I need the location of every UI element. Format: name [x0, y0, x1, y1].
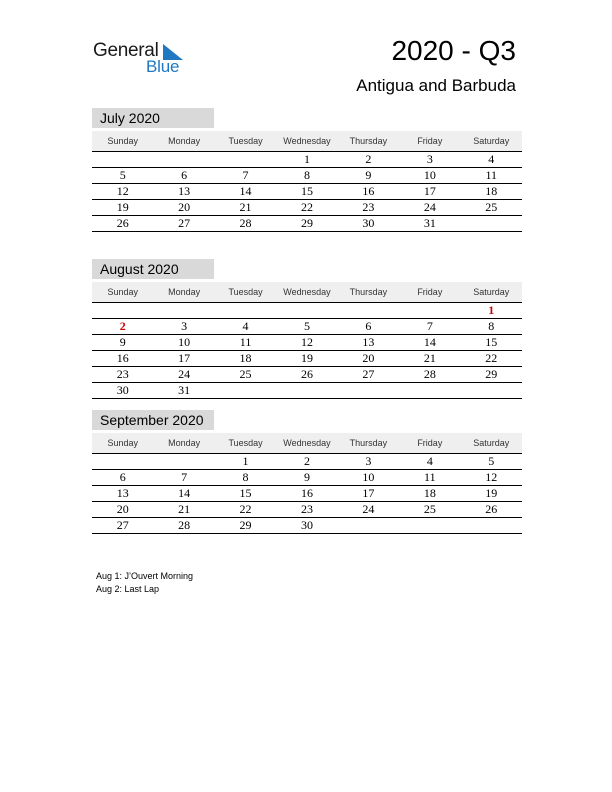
day-cell: 10 — [423, 168, 436, 182]
day-cell: 21 — [178, 502, 191, 516]
day-cell: 18 — [485, 184, 498, 198]
day-cell: 7 — [181, 470, 188, 484]
day-cell: 22 — [300, 200, 313, 214]
weekday-label: Thursday — [349, 287, 388, 297]
day-cell: 28 — [423, 367, 436, 381]
holiday-note: Aug 1: J’Ouvert Morning — [96, 571, 194, 581]
brand-logo — [93, 40, 193, 80]
weekday-label: Wednesday — [283, 136, 331, 146]
day-cell: 27 — [178, 216, 191, 230]
day-cell: 7 — [242, 168, 249, 182]
day-cell: 29 — [239, 518, 252, 532]
day-cell: 9 — [365, 168, 372, 182]
day-cell: 20 — [116, 502, 129, 516]
day-cell: 21 — [423, 351, 436, 365]
day-cell: 12 — [485, 470, 498, 484]
day-cell: 23 — [116, 367, 129, 381]
day-cell: 24 — [362, 502, 375, 516]
holiday-note: Aug 2: Last Lap — [96, 584, 160, 594]
month-july — [92, 108, 522, 232]
day-cell: 11 — [485, 168, 498, 182]
month-title: July 2020 — [92, 108, 214, 128]
day-cell: 31 — [423, 216, 436, 230]
day-cell: 6 — [119, 470, 126, 484]
day-cell: 28 — [239, 216, 252, 230]
day-cell: 24 — [178, 367, 191, 381]
month-september — [92, 410, 522, 534]
week-row — [92, 502, 522, 518]
day-cell: 25 — [239, 367, 252, 381]
day-cell: 30 — [362, 216, 375, 230]
country-name: Antigua and Barbuda — [356, 76, 516, 95]
day-cell — [276, 383, 337, 398]
day-cell: 5 — [303, 319, 310, 333]
week-row — [92, 335, 522, 351]
day-cell: 13 — [362, 335, 375, 349]
day-cell: 16 — [116, 351, 129, 365]
weekday-label: Saturday — [473, 136, 510, 146]
weekday-label: Sunday — [107, 136, 138, 146]
weekday-label: Saturday — [473, 287, 510, 297]
weekday-label: Friday — [417, 438, 443, 448]
day-cell — [215, 383, 276, 398]
day-cell: 17 — [362, 486, 375, 500]
week-row — [92, 470, 522, 486]
day-cell: 2 — [303, 454, 310, 468]
day-cell: 20 — [362, 351, 375, 365]
day-cell: 5 — [488, 454, 495, 468]
day-cell: 12 — [116, 184, 129, 198]
day-cell: 3 — [365, 454, 372, 468]
day-cell — [153, 152, 214, 167]
day-cell — [338, 383, 399, 398]
day-cell: 23 — [362, 200, 375, 214]
day-cell: 7 — [426, 319, 433, 333]
day-cell: 22 — [239, 502, 252, 516]
day-cell: 28 — [178, 518, 191, 532]
weekday-header — [92, 131, 522, 152]
month-august — [92, 259, 522, 399]
week-row — [92, 383, 522, 399]
week-row — [92, 152, 522, 168]
day-cell: 14 — [239, 184, 252, 198]
day-cell: 19 — [116, 200, 129, 214]
weekday-label: Sunday — [107, 287, 138, 297]
day-cell: 15 — [239, 486, 252, 500]
weekday-label: Thursday — [349, 438, 388, 448]
week-row — [92, 367, 522, 383]
day-cell: 11 — [424, 470, 436, 484]
day-cell: 4 — [242, 319, 249, 333]
day-cell: 23 — [300, 502, 313, 516]
day-cell: 26 — [116, 216, 129, 230]
weekday-label: Monday — [168, 287, 201, 297]
day-cell — [92, 454, 153, 469]
day-cell: 1 — [303, 152, 310, 166]
day-cell — [399, 383, 460, 398]
week-row — [92, 319, 522, 335]
day-cell: 14 — [178, 486, 191, 500]
weekday-header — [92, 433, 522, 454]
day-cell: 30 — [300, 518, 313, 532]
logo-word-blue: Blue — [146, 57, 180, 76]
day-cell — [338, 518, 399, 533]
day-cell: 26 — [300, 367, 313, 381]
day-cell: 6 — [365, 319, 372, 333]
day-cell: 4 — [426, 454, 433, 468]
day-cell: 24 — [423, 200, 436, 214]
day-cell: 27 — [362, 367, 375, 381]
day-cell — [215, 303, 276, 318]
weekday-label: Wednesday — [283, 287, 331, 297]
day-cell — [399, 518, 460, 533]
day-cell: 18 — [239, 351, 252, 365]
day-cell: 8 — [488, 319, 495, 333]
day-cell — [153, 454, 214, 469]
day-cell — [92, 152, 153, 167]
day-cell: 10 — [178, 335, 191, 349]
weekday-label: Tuesday — [228, 438, 263, 448]
day-cell: 27 — [116, 518, 129, 532]
week-row — [92, 351, 522, 367]
weekday-header — [92, 282, 522, 303]
weekday-label: Thursday — [349, 136, 388, 146]
week-row — [92, 184, 522, 200]
logo-word-general: General — [93, 40, 159, 61]
day-cell — [461, 383, 522, 398]
day-cell: 8 — [242, 470, 249, 484]
holiday-day-cell: 2 — [119, 319, 126, 333]
day-cell — [338, 303, 399, 318]
day-cell: 16 — [300, 486, 313, 500]
weekday-label: Wednesday — [283, 438, 331, 448]
weekday-label: Monday — [168, 136, 201, 146]
day-cell: 25 — [485, 200, 498, 214]
day-cell: 29 — [485, 367, 498, 381]
day-cell: 19 — [300, 351, 313, 365]
day-cell: 5 — [119, 168, 126, 182]
week-row — [92, 303, 522, 319]
day-cell: 29 — [300, 216, 313, 230]
day-cell — [461, 216, 522, 231]
weekday-label: Tuesday — [228, 136, 263, 146]
day-cell: 14 — [423, 335, 436, 349]
weekday-label: Saturday — [473, 438, 510, 448]
weekday-label: Friday — [417, 136, 443, 146]
weekday-label: Tuesday — [228, 287, 263, 297]
day-cell: 9 — [303, 470, 310, 484]
day-cell: 13 — [178, 184, 191, 198]
day-cell: 21 — [239, 200, 252, 214]
holiday-notes — [96, 570, 193, 596]
day-cell: 3 — [181, 319, 188, 333]
day-cell: 25 — [423, 502, 436, 516]
day-cell: 17 — [178, 351, 191, 365]
week-row — [92, 168, 522, 184]
day-cell: 8 — [303, 168, 310, 182]
day-cell: 22 — [485, 351, 498, 365]
day-cell: 20 — [178, 200, 191, 214]
day-cell: 10 — [362, 470, 375, 484]
page-title: 2020 - Q3 — [391, 35, 516, 66]
day-cell: 19 — [485, 486, 498, 500]
day-cell: 15 — [300, 184, 313, 198]
day-cell: 1 — [242, 454, 249, 468]
day-cell — [153, 303, 214, 318]
day-cell: 26 — [485, 502, 498, 516]
weekday-label: Monday — [168, 438, 201, 448]
weekday-label: Friday — [417, 287, 443, 297]
day-cell — [92, 303, 153, 318]
day-cell: 2 — [365, 152, 372, 166]
day-cell — [399, 303, 460, 318]
day-cell: 13 — [116, 486, 129, 500]
day-cell: 30 — [116, 383, 129, 397]
week-row — [92, 216, 522, 232]
day-cell — [215, 152, 276, 167]
day-cell: 17 — [423, 184, 436, 198]
week-row — [92, 200, 522, 216]
day-cell: 3 — [426, 152, 433, 166]
day-cell: 31 — [178, 383, 191, 397]
day-cell: 4 — [488, 152, 495, 166]
week-row — [92, 486, 522, 502]
month-title: August 2020 — [92, 259, 214, 279]
day-cell: 6 — [181, 168, 188, 182]
day-cell: 9 — [119, 335, 126, 349]
week-row — [92, 454, 522, 470]
day-cell: 15 — [485, 335, 498, 349]
day-cell — [461, 518, 522, 533]
day-cell: 18 — [423, 486, 436, 500]
day-cell: 11 — [239, 335, 252, 349]
day-cell: 16 — [362, 184, 375, 198]
day-cell: 12 — [300, 335, 313, 349]
month-title: September 2020 — [92, 410, 214, 430]
week-row — [92, 518, 522, 534]
weekday-label: Sunday — [107, 438, 138, 448]
holiday-day-cell: 1 — [488, 303, 495, 317]
day-cell — [276, 303, 337, 318]
